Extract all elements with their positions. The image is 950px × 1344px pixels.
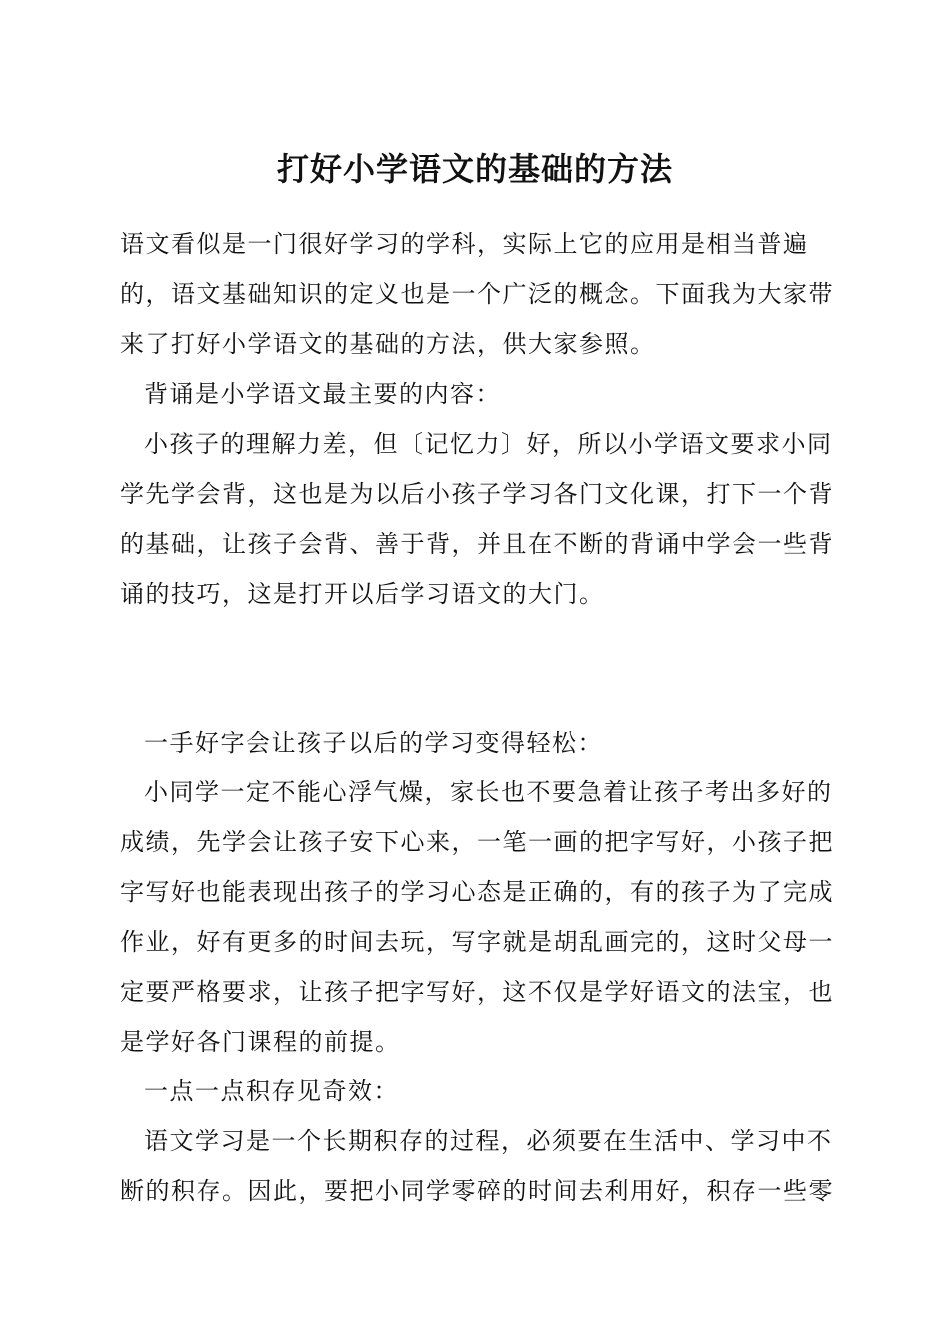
document-title: 打好小学语文的基础的方法 bbox=[276, 150, 673, 188]
section-heading-handwriting: 一手好字会让孩子以后的学习变得轻松： bbox=[144, 729, 603, 757]
section-body-recitation: 小孩子的理解力差，但〔记忆力〕好，所以小学语文要求小同学先学会背，这也是为以后小孩子学习各门文化课，打下一个背的基础，让孩子会背、善于背，并且在不断的背诵中学会一些背诵的技巧，这是打开以后学习语文的大门。 bbox=[120, 430, 834, 608]
section-body-handwriting: 小同学一定不能心浮气燥，家长也不要急着让孩子考出多好的成绩，先学会让孩子安下心来，一笔一画的把字写好，小孩子把字写好也能表现出孩子的学习心态是正确的，有的孩子为了完成作业，好有更多的时间去玩，写字就是胡乱画完的，这时父母一定要严格要求，让孩子把字写好，这不仅是学好语文的法宝，也是学好各门课程的前提。 bbox=[120, 778, 834, 1056]
section-body-accumulation: 语文学习是一个长期积存的过程，必须要在生活中、学习中不断的积存。因此，要把小同学零碎的时间去利用好，积存一些零 bbox=[120, 1127, 834, 1205]
section-heading-accumulation: 一点一点积存见奇效： bbox=[144, 1077, 399, 1105]
section-heading-recitation: 背诵是小学语文最主要的内容： bbox=[144, 380, 501, 408]
intro-paragraph: 语文看似是一门很好学习的学科，实际上它的应用是相当普遍的，语文基础知识的定义也是一个广泛的概念。下面我为大家带来了打好小学语文的基础的方法，供大家参照。 bbox=[120, 230, 834, 358]
